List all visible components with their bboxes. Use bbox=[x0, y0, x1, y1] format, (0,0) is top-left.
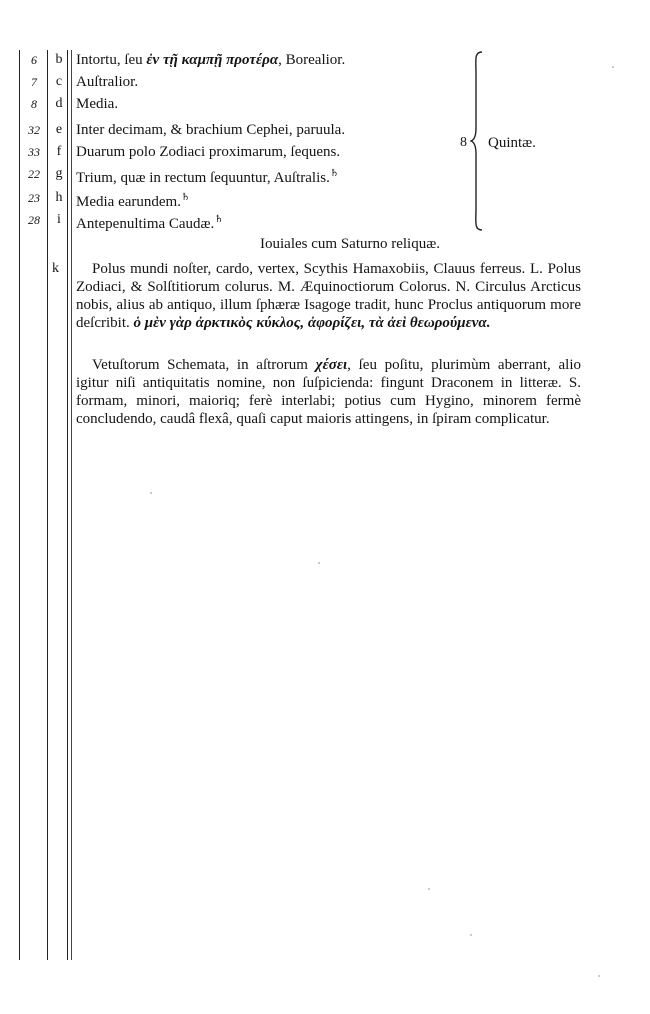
star-letter: f bbox=[56, 144, 62, 159]
star-letter: d bbox=[55, 96, 63, 111]
paper-speck bbox=[470, 934, 472, 936]
star-description bbox=[76, 210, 223, 234]
margin-rule-letter bbox=[67, 50, 68, 960]
star-number: 33 bbox=[28, 145, 40, 159]
star-description bbox=[76, 164, 339, 188]
star-letter: i bbox=[57, 212, 61, 227]
greek-quotation: ὁ μὲν γὰρ ἀρκτικὸς κύκλος, ἀφορίζει, τὰ ἀεὶ θεωρούμενα. bbox=[133, 315, 491, 331]
magnitude-label: Quintæ. bbox=[488, 135, 536, 151]
star-number: 8 bbox=[31, 97, 37, 111]
star-number: 6 bbox=[31, 53, 37, 67]
paper-speck bbox=[318, 562, 320, 564]
star-number: 32 bbox=[28, 123, 40, 137]
star-description: Media. bbox=[76, 96, 119, 112]
group-count: 8 bbox=[460, 135, 467, 150]
catalog-row bbox=[0, 50, 650, 70]
description-text-end: , Borealior. bbox=[278, 52, 346, 68]
curly-brace-icon bbox=[470, 50, 484, 232]
greek-word: χέσει bbox=[315, 357, 348, 373]
commentary-paragraph bbox=[76, 260, 581, 332]
section-heading: Iouiales cum Saturno reliquæ. bbox=[260, 236, 440, 252]
star-letter: g bbox=[55, 166, 63, 181]
description-text: Trium, quæ in rectum ſequuntur, Auſtralis. bbox=[76, 170, 330, 186]
paper-speck bbox=[428, 888, 430, 890]
star-description: Auſtralior. bbox=[76, 74, 139, 90]
greek-phrase: ἐν τῇ καμπῇ προτέρα bbox=[146, 52, 279, 68]
catalog-row bbox=[0, 188, 650, 208]
catalog-row bbox=[0, 72, 650, 92]
paragraph-text-end: , ſeu poſitu, plurimùm aberrant, alio igitur niſi antiquitatis nomine, non ſuſpicienda: fingunt Draconem in litteræ. S. formam, minori, maioriq; ferè interlabi; potius cum Hygino, minorem fermè concludendo, caudâ flexâ, quaſi caput maioris attingens, in ſpiram complicatur. bbox=[76, 357, 581, 427]
star-number: 22 bbox=[28, 167, 40, 181]
description-text: Antepenultima Caudæ. bbox=[76, 216, 215, 232]
star-number: 23 bbox=[28, 191, 40, 205]
star-description bbox=[76, 50, 345, 70]
paragraph-text: Vetuſtorum Schemata, in aſtrorum bbox=[92, 357, 316, 373]
catalog-row bbox=[0, 142, 650, 162]
catalog-row bbox=[0, 94, 650, 114]
margin-rule-left bbox=[19, 50, 20, 960]
star-letter: b bbox=[55, 52, 63, 67]
star-number: 28 bbox=[28, 213, 40, 227]
note-marker: k bbox=[52, 261, 59, 276]
star-description: Inter decimam, & brachium Cephei, paruula. bbox=[76, 122, 346, 138]
star-letter: e bbox=[55, 122, 63, 137]
saturn-symbol: ♄ bbox=[214, 214, 224, 225]
star-letter: h bbox=[55, 190, 63, 205]
margin-rule-text bbox=[71, 50, 72, 960]
star-description: Duarum polo Zodiaci proximarum, ſequens. bbox=[76, 144, 341, 160]
commentary-paragraph bbox=[76, 356, 581, 428]
saturn-symbol: ♄ bbox=[329, 168, 339, 179]
star-number: 7 bbox=[31, 75, 37, 89]
saturn-symbol: ♄ bbox=[180, 192, 190, 203]
star-description bbox=[76, 188, 190, 212]
catalog-row bbox=[0, 120, 650, 140]
paper-speck bbox=[598, 975, 600, 977]
paper-speck bbox=[150, 492, 152, 494]
paragraph-text: Polus mundi noſter, cardo, vertex, Scythis Hamaxobiis, Clauus ferreus. L. Polus Zodiaci, & Solſtitiorum colurus. M. Æquinoctiorum Colorus. N. Circulus Arcticus nobis, alius ab antiquo, illum ſphæræ Isagoge tradit, hunc Proclus antiquorum more deſcribit. bbox=[76, 261, 581, 331]
description-text: Media earundem. bbox=[76, 194, 181, 210]
star-letter: c bbox=[55, 74, 63, 89]
catalog-row bbox=[0, 210, 650, 230]
catalog-row bbox=[0, 164, 650, 184]
description-text: Intortu, ſeu bbox=[76, 52, 147, 68]
paper-speck bbox=[612, 66, 614, 68]
margin-rule-number bbox=[47, 50, 48, 960]
